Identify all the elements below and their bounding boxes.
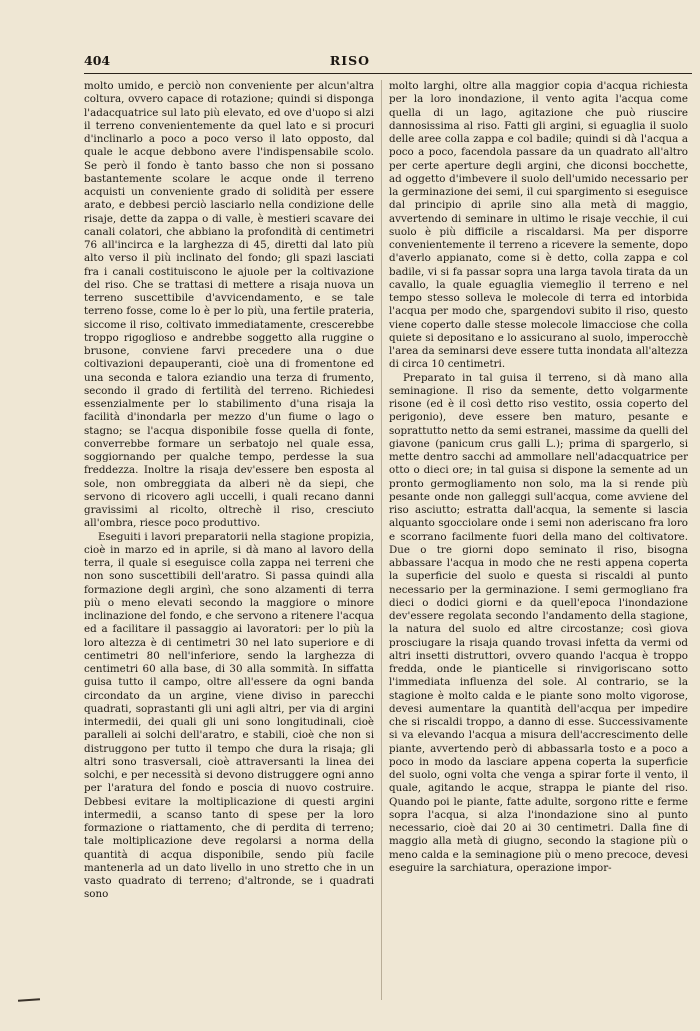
column-divider	[381, 80, 382, 1000]
running-title: RISO	[329, 53, 371, 68]
right-paragraph-continued: molto larghi, oltre alla maggior copia d'acqua richiesta per la loro inondazione, il vento agita l'acqua come quella di un lago, agitazione che può riuscire dannosissima al riso. Fatti gli argini, si eguaglia il suolo delle aree colla zappa e col badile; quindi si dà l'acqua a poco a poco, facendola passare da un quadrato all'altro per certe aperture degli argini, che diconsi bocchette, ad oggetto d'imbevere il suolo dell'umido necessario per la germinazione dei semi, il cui spargimento si eseguisce dal principio di aprile sino alla metà di maggio, avvertendo di seminare in ultimo le risaje vecchie, il cui suolo è più difficile a riscaldarsi. Ma per disporre convenientemente il terreno a ricevere la semente, dopo d'averlo appianato, come si è detto, colla zappa e col badile, vi si fa passar sopra una larga tavola tirata da un cavallo, la quale eguaglia viemeglio il terreno e nel tempo stesso solleva le molecole di terra ed intorbida l'acqua per modo che, spargendovi subito il riso, questo viene coperto dalle stesse molecole limacciose che colla quiete si depositano e lo assicurano al suolo, imperocchè l'area da seminarsi deve essere tutta inondata all'altezza di circa 10 centimetri.	[389, 80, 688, 371]
margin-mark	[18, 998, 40, 1002]
header-rule	[84, 73, 692, 74]
page-number: 404	[84, 53, 111, 68]
left-column	[84, 80, 374, 1000]
left-paragraph-lavori: Eseguiti i lavori preparatorii nella stagione propizia, cioè in marzo ed in aprile, si dà mano al lavoro della terra, il quale si eseguisce colla zappa nei terreni che non sono suscettibili dell'aratro. Si passa quindi alla formazione degli arginì, che sono alzamenti di terra più o meno elevati secondo la maggiore o minore inclinazione del fondo, e che servono a ritenere l'acqua ed a facilitare il passaggio ai lavoratori: per lo più la loro altezza è di centimetri 30 nel lato superiore e di centimetri 80 nell'inferiore, sendo la larghezza di centimetri 60 alla base, di 30 alla sommità. In siffatta guisa tutto il campo, oltre all'essere da ogni banda circondato da un argine, viene diviso in parecchi quadrati, soprastanti gli uni agli altri, per via di argini intermedii, dei quali gli uni sono longitudinali, cioè paralleli ai solchi dell'aratro, e stabili, cioè che non si distruggono per tutto il tempo che dura la risaja; gli altri sono trasversali, cioè attraversanti la linea dei solchi, e per necessità si devono distruggere ogni anno per l'aratura del fondo e poscia di nuovo costruire. Debbesi evitare la moltiplicazione di questi argini intermedii, a scanso tanto di spese per la loro formazione o riattamento, che di perdita di terreno; tale moltiplicazione deve regolarsi a norma della quantità di acqua disponibile, sendo più facile mantenerla ad un dato livello in uno stretto che in un vasto quadrato di terreno; d'altronde, se i quadrati sono	[84, 530, 374, 901]
right-paragraph-seminagione: Preparato in tal guisa il terreno, si dà mano alla seminagione. Il riso da semente, detto volgarmente risone (ed è il così detto riso vestito, ossia coperto del perigonio), deve essere ben maturo, pesante e soprattutto netto da semi estranei, massime da quelli del giavone (panicum crus galli L.); prima di spargerlo, si mette dentro sacchi ad ammollare nell'adacquatrice per otto o dieci ore; in tal guisa si dispone la semente ad un pronto germogliamento non solo, ma la si rende più pesante onde non galleggi sull'acqua, come avviene del riso asciutto; estratta dall'acqua, la semente si lascia alquanto sgocciolare onde i semi non aderiscano fra loro e scorrano facilmente fuori della mano del coltivatore. Due o tre giorni dopo seminato il riso, bisogna abbassare l'acqua in modo che ne resti appena coperta la superficie del suolo e questa si riscaldi al punto necessario per la germinazione. I semi germogliano fra dieci o dodici giorni e da quell'epoca l'inondazione dev'essere regolata secondo l'andamento della stagione, la natura del suolo ed altre circostanze; così giova prosciugare la risaja quando trovasi infetta da vermi od altri insetti distruttori, ovvero quando l'acqua è troppo fredda, onde le pianticelle si rinvigoriscano sotto l'immediata influenza del sole. Al contrario, se la stagione è molto calda e le piante sono molto vigorose, devesi aumentare la quantità dell'acqua per impedire che si riscaldi troppo, a danno di esse. Successivamente si va elevando l'acqua a misura dell'accrescimento delle piante, avvertendo però di abbassarla tosto e a poco a poco in modo da lasciare appena coperta la superficie del suolo, ogni volta che venga a spirar forte il vento, il quale, agitando le acque, strappa le piante del riso. Quando poi le piante, fatte adulte, sorgono ritte e ferme sopra l'acqua, si alza l'inondazione sino al punto necessario, cioè dai 20 ai 30 centimetri. Dalla fine di maggio alla metà di giugno, secondo la stagione più o meno calda e la seminagione più o meno precoce, devesi eseguire la sarchiatura, operazione impor-	[389, 371, 688, 874]
right-column	[389, 80, 688, 1000]
left-paragraph-continued: molto umido, e perciò non conveniente per alcun'altra coltura, ovvero capace di rotazione; quindi si disponga l'adacquatrice sul lato più elevato, ed ove d'uopo si alzi il terreno convenientemente da quel lato e si procuri d'inclinarlo a poco a poco verso il lato opposto, dal quale le acque debbono avere l'indispensabile scolo. Se però il fondo è tanto basso che non si possano bastantemente scolare le acque onde il terreno acquisti un conveniente grado di solidità per essere arato, e debbesi perciò lasciarlo nella condizione delle risaje, dette da zappa o di valle, è mestieri scavare dei canali colatori, che abbiano la profondità di centimetri 76 all'incirca e la larghezza di 45, diretti dal lato più alto verso il più inclinato del fondo; gli spazi lasciati fra i canali costituiscono le ajuole per la coltivazione del riso. Che se trattasi di mettere a risaja nuova un terreno suscettibile d'avvicendamento, e se tale terreno fosse, come lo è per lo più, una fertile prateria, siccome il riso, coltivato immediatamente, crescerebbe troppo rigoglioso e andrebbe soggetto alla ruggine o brusone, conviene farvi precedere una o due coltivazioni depauperanti, cioè una di fromentone ed una seconda e talora eziandio una terza di frumento, secondo il grado di fertilità del terreno. Richiedesi essenzialmente per lo stabilimento d'una risaja la facilità d'inondarla per mezzo d'un fiume o lago o stagno; se l'acqua disponibile fosse quella di fonte, converrebbe formare un serbatojo nel quale essa, soggiornando per qualche tempo, perdesse la sua freddezza. Inoltre la risaja dev'essere ben esposta al sole, non ombreggiata da alberi nè da siepi, che servono di ricovero agli uccelli, i quali recano danni gravissimi al ricolto, oltrechè il riso, cresciuto all'ombra, riesce poco produttivo.	[84, 80, 374, 530]
